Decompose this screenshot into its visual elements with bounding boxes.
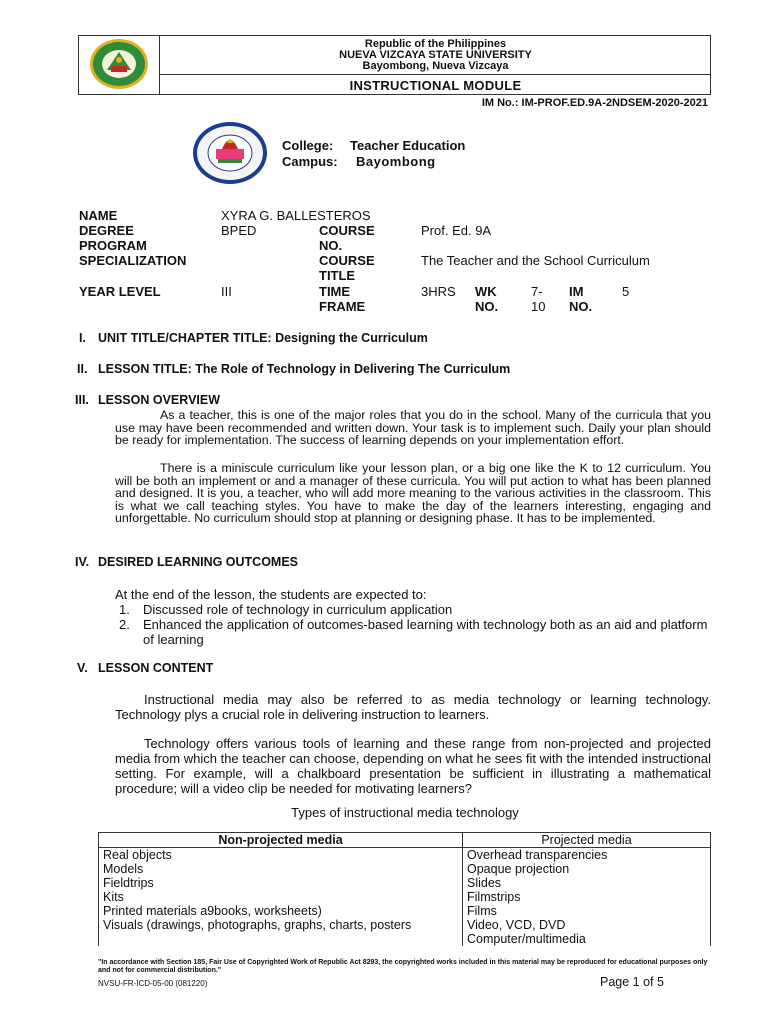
page-number: Page 1 of 5 [600,975,664,989]
cell-text: Visuals (drawings, photographs, graphs, charts, posters [103,918,412,932]
course-title-label-1: COURSE [319,253,375,268]
wk-value-1: 7- [531,284,543,299]
header-non-projected: Non-projected media [99,833,463,848]
cell-text: Fieldtrips [103,876,154,890]
course-title-value: The Teacher and the School Curriculum [421,253,650,268]
outcome-2: Enhanced the application of outcomes-based learning with technology both as an aid and platform of learning [143,617,708,647]
section-5-number: V. [77,661,88,675]
cell-text: Films [467,904,497,918]
program-label: PROGRAM [79,238,147,253]
table-row [99,848,711,947]
header-divider [159,36,160,94]
im-label: IM [569,284,584,299]
im-no-label: NO. [569,299,593,314]
degree-label: DEGREE [79,223,134,238]
section-2-title: LESSON TITLE: The Role of Technology in Delivering The Curriculum [98,362,511,376]
cell-text: Printed materials a9books, worksheets) [103,904,322,918]
section-1-number: I. [79,331,86,345]
section-3-number: III. [75,393,89,407]
time-value: 3HRS [421,284,456,299]
form-code: NVSU-FR-ICD-05-00 (081220) [98,979,208,988]
campus-value: Bayombong [356,154,436,169]
section-3-title: LESSON OVERVIEW [98,393,221,407]
course-title-label-2: TITLE [319,268,356,283]
time-label: TIME [319,284,351,299]
cell-text: Video, VCD, DVD Computer/multimedia [467,918,586,946]
cell-text: Opaque projection [467,862,570,876]
college-logo [192,121,268,185]
outcome-2-number: 2. [119,617,130,632]
cell-text: Overhead transparencies [467,848,608,862]
university-seal-icon [89,38,149,90]
college-seal-icon [192,121,268,185]
overview-paragraph-2: There is a miniscule curriculum like your lesson plan, or a big one like the K to 12 curriculum. You will be both an implement or and a manager of these curricula. You will put action to what has been planned and designed. It is you, a teacher, who will add more meaning to the various activities in the classroom. This is what we call teaching styles. You have to make the day of the learners interesting, engaging and unforgettable. No curriculum should stop at planning or designing phase. It has to be implemented. [115,461,711,525]
frame-label: FRAME [319,299,366,314]
copyright-notice: "In accordance with Section 185, Fair Use of Copyrighted Work of Republic Act 8293, the copyrighted works included in this material may be reproduced for educational purposes only and not for commercial distribution." [98,959,708,974]
section-4-number: IV. [75,555,90,569]
cell-text: Real objects [103,848,172,862]
specialization-label: SPECIALIZATION [79,253,187,268]
course-value: Prof. Ed. 9A [421,223,492,238]
header-university: NUEVA VIZCAYA STATE UNIVERSITY [339,49,532,61]
cell-text: Filmstrips [467,890,521,904]
header-line1: Republic of the Philippines [364,38,507,50]
non-projected-cell [99,848,463,947]
degree-value: BPED [221,223,257,238]
section-1-title: UNIT TITLE/CHAPTER TITLE: Designing the Curriculum [98,331,428,345]
course-label: COURSE [319,223,375,238]
header-rule [159,74,710,75]
wk-no-label: NO. [475,299,499,314]
course-no-label: NO. [319,238,343,253]
university-logo [89,38,149,90]
table-caption: Types of instructional media technology [291,805,519,820]
year-level-label: YEAR LEVEL [79,284,161,299]
media-table [98,832,711,946]
content-paragraph-2: Technology offers various tools of learning and these range from non-projected and projected media from which the teacher can choose, depending on what he sees fit with the intended instructional setting. For example, will a chalkboard presentation be sufficient in illustrating a mathematical procedure; will a video clip be needed for motivating learners? [115,736,711,796]
cell-text: Slides [467,876,502,890]
content-paragraph-1: Instructional media may also be referred to as media technology or learning technology. Technology plys a crucial role in delivering instruction to learners. [115,692,711,722]
section-5-title: LESSON CONTENT [98,661,214,675]
module-title: INSTRUCTIONAL MODULE [349,78,522,93]
outcomes-intro: At the end of the lesson, the students are expected to: [115,587,427,602]
overview-paragraph-1: As a teacher, this is one of the major roles that you do in the school. Many of the curricula that you use may have been recommended and written down. Your task is to implement such. Daily your plan should be ready for implementation. The success of learning depends on your implementation effort. [115,408,711,447]
cell-text: Kits [103,890,124,904]
section-4-title: DESIRED LEARNING OUTCOMES [98,555,299,569]
outcome-1-number: 1. [119,602,130,617]
cell-text: Models [103,862,144,876]
im-number: IM No.: IM-PROF.ED.9A-2NDSEM-2020-2021 [481,97,708,109]
header-location: Bayombong, Nueva Vizcaya [362,60,509,72]
name-value: XYRA G. BALLESTEROS [221,208,371,223]
im-value: 5 [622,284,630,299]
wk-label: WK [475,284,497,299]
section-2-number: II. [77,362,88,376]
college-label: College: [282,138,334,153]
year-level-value: III [221,284,232,299]
name-label: NAME [79,208,118,223]
header-box [78,35,711,95]
campus-label: Campus: [282,154,338,169]
projected-cell [463,848,711,947]
table-header-row [99,833,711,848]
outcome-1: Discussed role of technology in curriculum application [143,602,453,617]
college-value: Teacher Education [350,138,466,153]
header-projected: Projected media [463,833,711,848]
wk-value-2: 10 [531,299,546,314]
